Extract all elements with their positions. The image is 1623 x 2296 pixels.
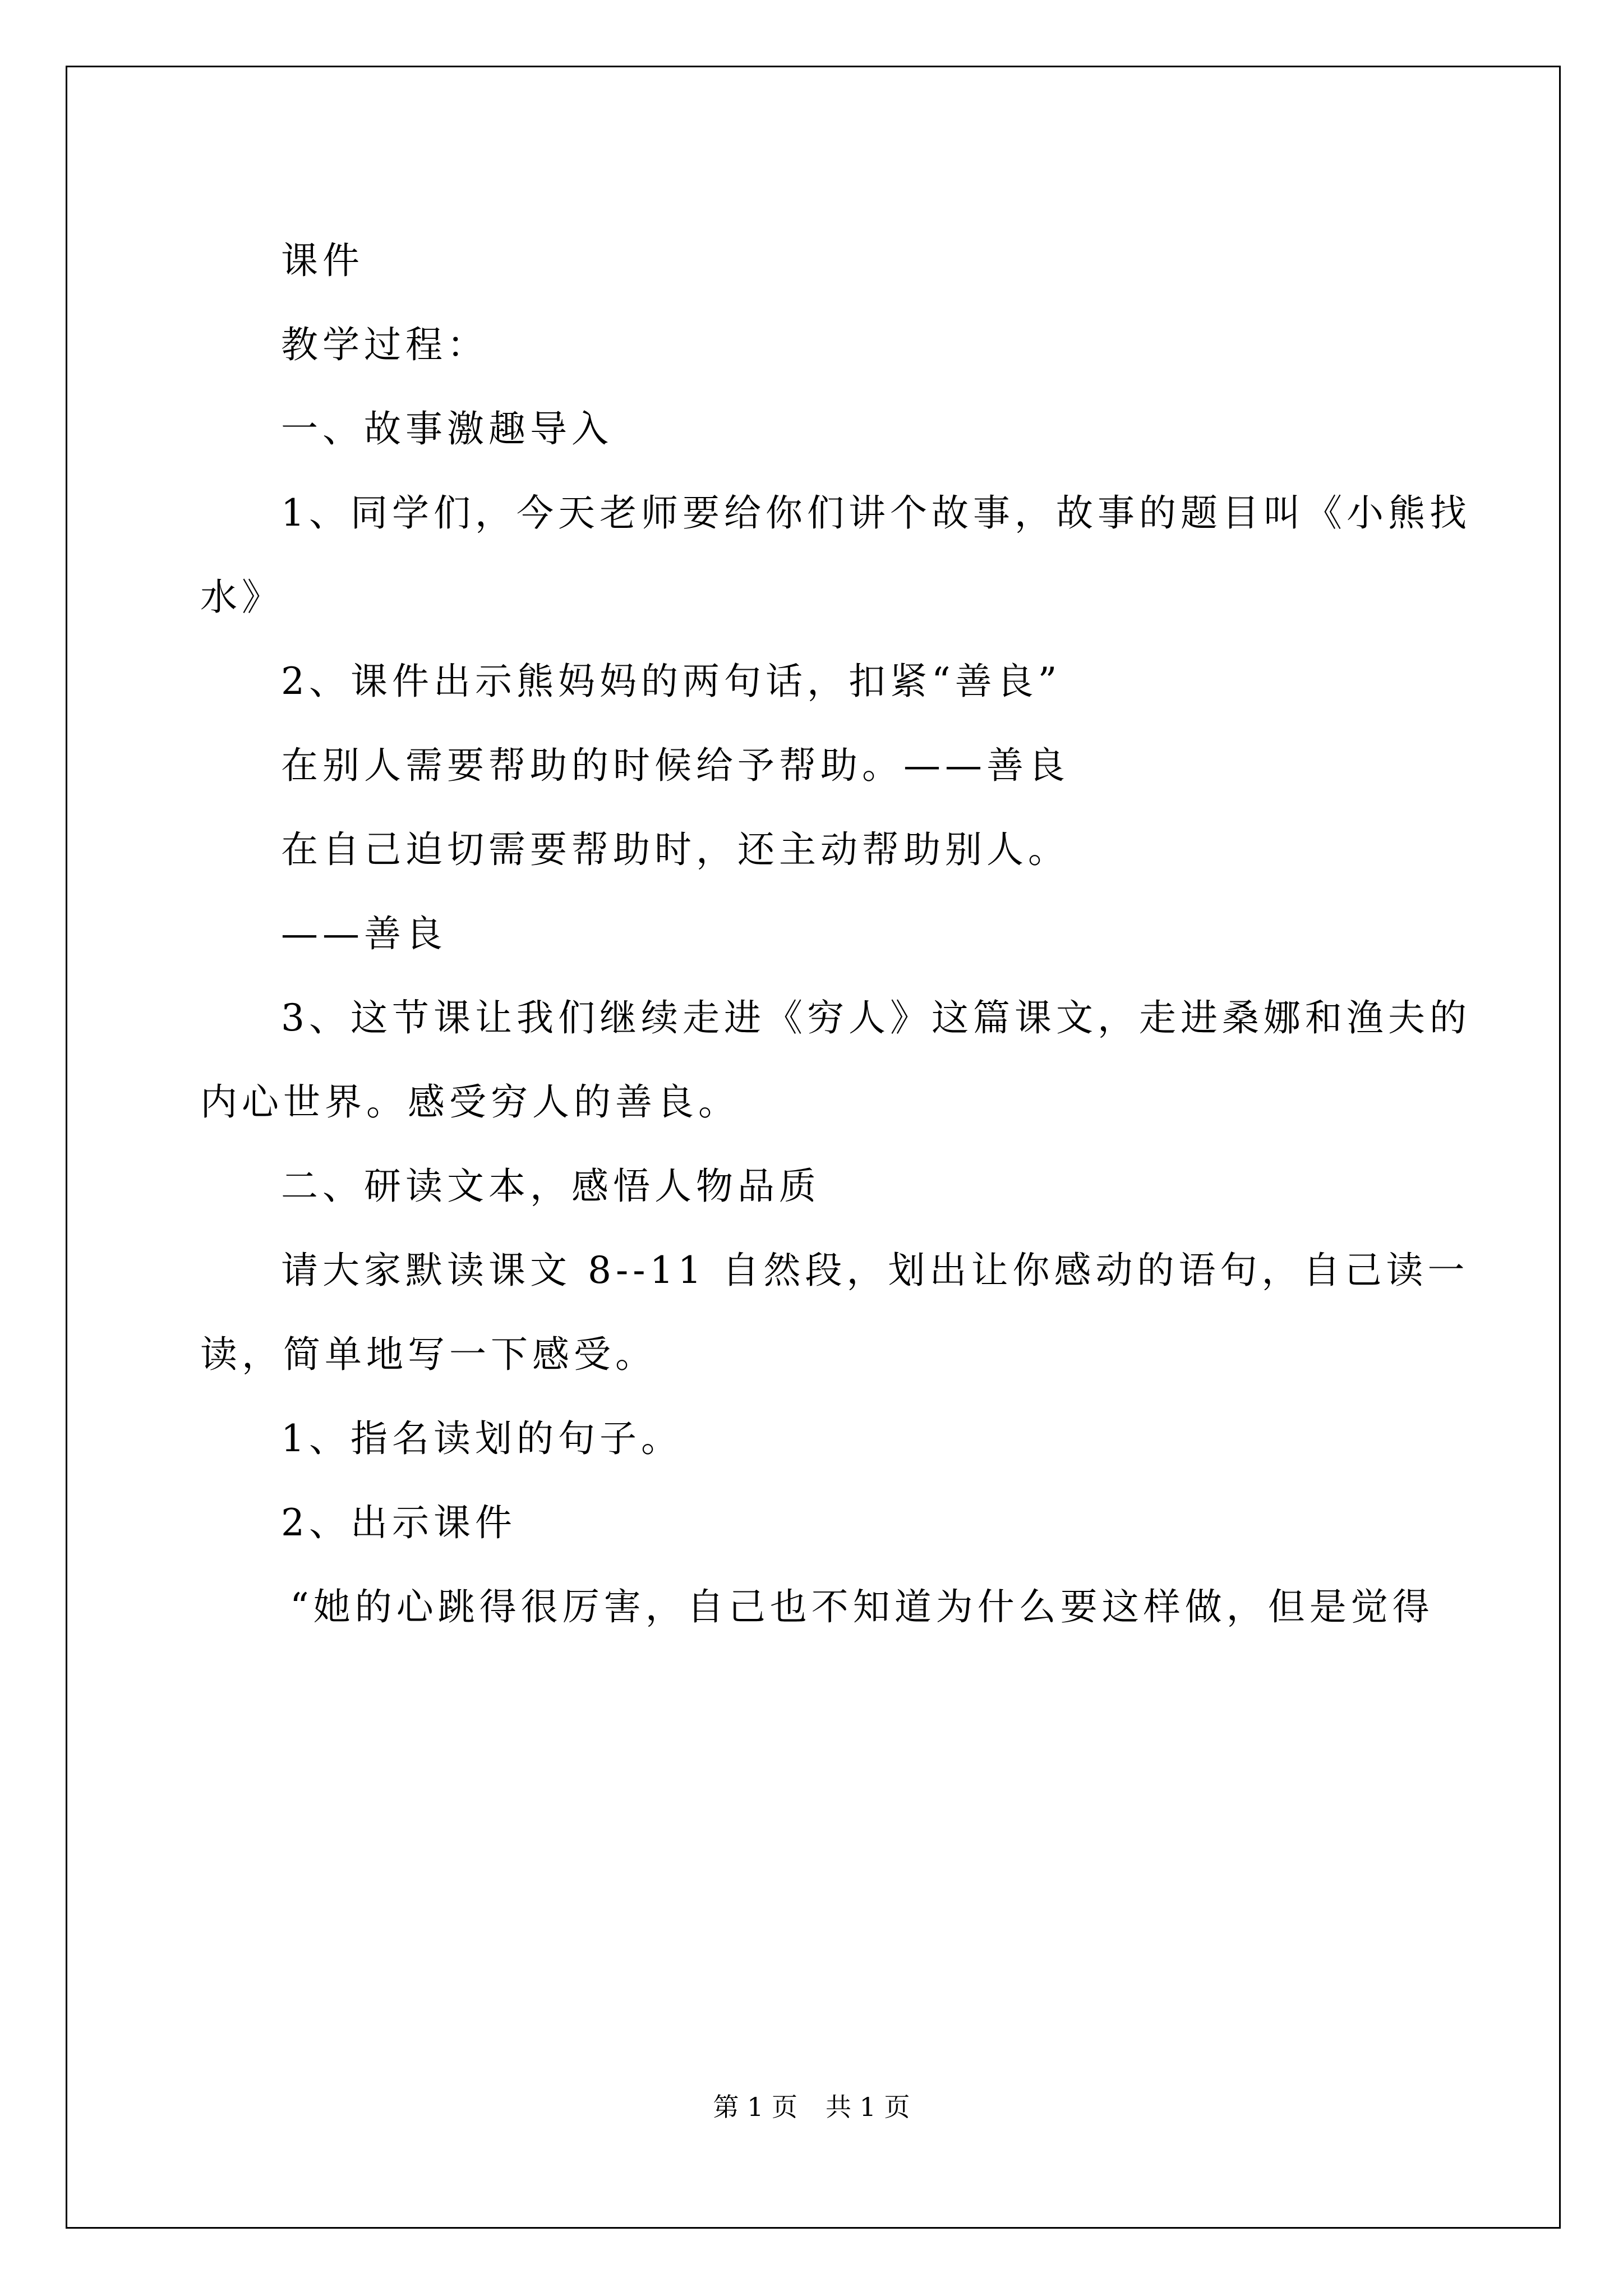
section-heading: 二、研读文本，感悟人物品质	[281, 1165, 820, 1208]
page-number-total: 共 1 页	[826, 2092, 910, 2122]
section-heading: 一、故事激趣导入	[281, 407, 613, 450]
paragraph-line: 3、这节课让我们继续走进《穷人》这篇课文，走进桑娜和渔夫的	[281, 996, 1471, 1039]
page-footer	[0, 2090, 1623, 2124]
paragraph-line: 2、出示课件	[281, 1501, 517, 1544]
paragraph-line: ——善良	[281, 912, 447, 955]
paragraph-line: 内心世界。感受穷人的善良。	[200, 1080, 740, 1124]
paragraph-line: 读，简单地写一下感受。	[200, 1333, 657, 1376]
paragraph-line: 1、同学们，今天老师要给你们讲个故事，故事的题目叫《小熊找	[281, 491, 1471, 535]
paragraph-line: 2、课件出示熊妈妈的两句话，扣紧“善良”	[281, 660, 1062, 703]
paragraph-line: 1、指名读划的句子。	[281, 1417, 683, 1460]
paragraph-line: 课件	[281, 239, 364, 282]
paragraph-line: 教学过程：	[281, 323, 488, 366]
paragraph-line: 水》	[200, 576, 283, 619]
paragraph-line: 在别人需要帮助的时候给予帮助。——善良	[281, 744, 1069, 787]
paragraph-line: 请大家默读课文 8--11 自然段，划出让你感动的语句，自己读一	[281, 1249, 1469, 1292]
page-number-current: 第 1 页	[713, 2092, 797, 2122]
paragraph-line: “她的心跳得很厉害，自己也不知道为什么要这样做，但是觉得	[290, 1585, 1434, 1628]
paragraph-line: 在自己迫切需要帮助时，还主动帮助别人。	[281, 828, 1069, 871]
document-body	[200, 219, 1471, 1649]
